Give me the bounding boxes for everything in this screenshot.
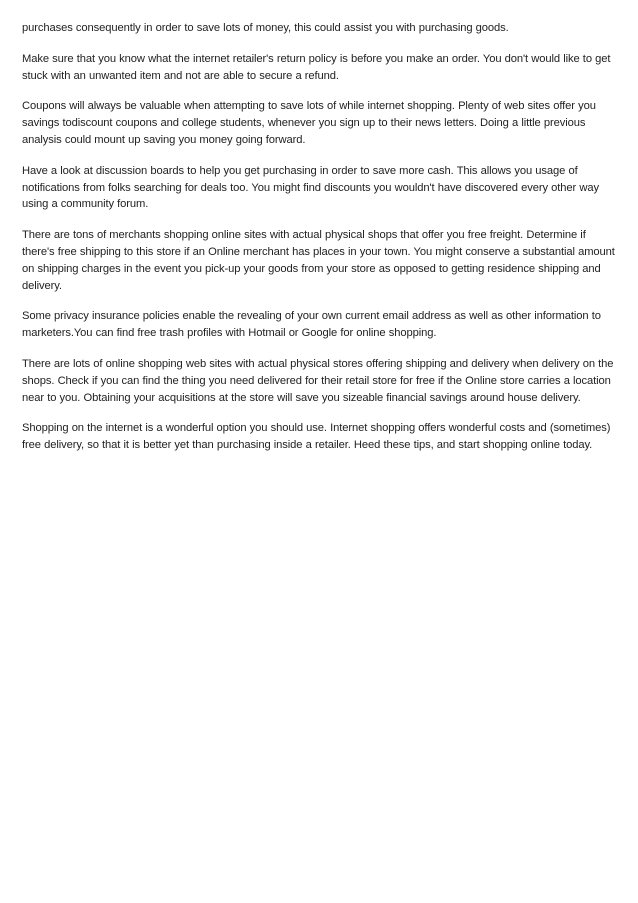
paragraph-2: Make sure that you know what the internet retailer's return policy is before you make an order. You don't would like to get stuck with an unwanted item and not are able to secure a refund.	[22, 52, 611, 82]
paragraph-8: Shopping on the internet is a wonderful option you should use. Internet shopping offers wonderful costs and (sometimes) free delivery, so that it is better yet than purchasing inside a retailer. Heed these tips, and start shopping online today.	[22, 422, 611, 452]
document-body	[22, 20, 618, 468]
paragraph-4: Have a look at discussion boards to help you get purchasing in order to save more cash. This allows you usage of notifications from folks searching for deals too. You might find discounts you wouldn't have discovered every other way using a community forum.	[22, 164, 599, 211]
paragraph-3: Coupons will always be valuable when attempting to save lots of while internet shopping. Plenty of web sites offer you savings todiscount coupons and college students, whenever you sign up to their news letters. Doing a little previous analysis could mount up saving you money going forward.	[22, 100, 596, 146]
paragraph-5: There are tons of merchants shopping online sites with actual physical shops that offer you free freight. Determine if there's free shipping to this store if an Online merchant has places in your town. You might conserve a substantial amount on shipping charges in the event you pick-up your goods from your store as opposed to getting residence shipping and delivery.	[22, 229, 615, 292]
paragraph-6: Some privacy insurance policies enable the revealing of your own current email address as well as other information to marketers.You can find free trash profiles with Hotmail or Google for online shopping.	[22, 310, 601, 340]
paragraph-7: There are lots of online shopping web sites with actual physical stores offering shipping and delivery when delivery on the shops. Check if you can find the thing you need delivered for their retail store for free if the Online store carries a location near to you. Obtaining your acquisitions at the store will save you sizeable financial savings around house delivery.	[22, 357, 614, 404]
paragraph-1: purchases consequently in order to save lots of money, this could assist you with purchasing goods.	[22, 22, 509, 34]
